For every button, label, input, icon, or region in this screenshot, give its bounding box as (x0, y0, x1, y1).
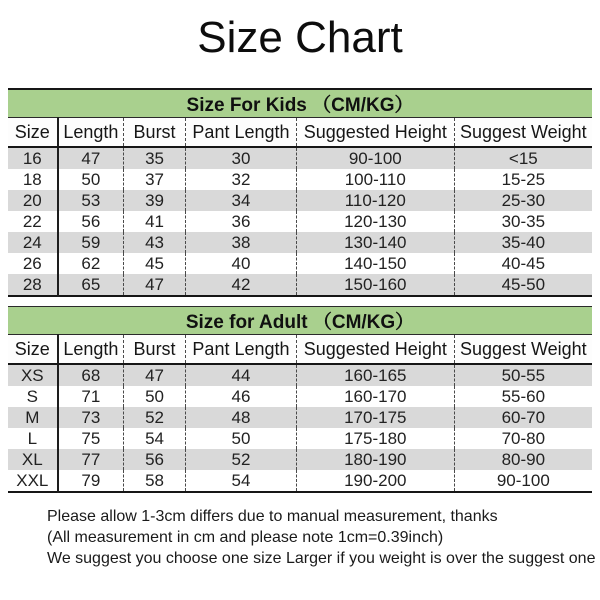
table-cell: 60-70 (501, 408, 546, 427)
table-cell: 65 (58, 274, 124, 296)
table-cell: 80-90 (501, 450, 546, 469)
table-cell: 35-40 (501, 233, 546, 252)
column-header-suggest-weight: Suggest Weight (454, 335, 592, 365)
table-cell: 150-160 (296, 274, 454, 296)
table-cell: 50 (186, 428, 297, 449)
table-cell: 59 (58, 232, 124, 253)
table-cell: 180-190 (296, 449, 454, 470)
table-cell: 54 (124, 428, 186, 449)
table-cell: 90-100 (296, 147, 454, 169)
table-row (8, 364, 592, 386)
table-row (8, 407, 592, 428)
column-header-suggested-height: Suggested Height (296, 335, 454, 365)
table-cell: 42 (186, 274, 297, 296)
kids-column-header-row (8, 118, 592, 148)
kids-table-body (8, 147, 592, 296)
measurement-notes (47, 506, 600, 569)
kids-table-banner: Size For Kids （CM/KG） (8, 89, 592, 118)
table-cell: 16 (8, 147, 58, 169)
table-cell: 38 (186, 232, 297, 253)
table-cell: 35 (124, 147, 186, 169)
adult-table-body (8, 364, 592, 492)
table-cell: 45 (124, 253, 186, 274)
table-cell: 26 (8, 253, 58, 274)
table-cell: 140-150 (296, 253, 454, 274)
table-cell: 73 (58, 407, 124, 428)
table-cell: 45-50 (501, 275, 546, 294)
table-cell: XS (8, 364, 58, 386)
table-cell: 41 (124, 211, 186, 232)
table-cell: XXL (8, 470, 58, 492)
table-cell: 43 (124, 232, 186, 253)
table-cell: 50 (124, 386, 186, 407)
table-cell: 68 (58, 364, 124, 386)
table-cell: 25-30 (501, 191, 546, 210)
column-header-pant-length: Pant Length (186, 118, 297, 148)
table-cell: 70-80 (501, 429, 546, 448)
table-cell: M (8, 407, 58, 428)
table-cell: L (8, 428, 58, 449)
table-cell: 48 (186, 407, 297, 428)
table-cell: 50 (58, 169, 124, 190)
table-cell: 52 (186, 449, 297, 470)
column-header-length: Length (58, 118, 124, 148)
table-cell: 47 (124, 364, 186, 386)
adult-table-banner: Size for Adult （CM/KG） (8, 307, 592, 335)
table-row (8, 232, 592, 253)
table-cell: 50-55 (501, 366, 546, 385)
table-row (8, 449, 592, 470)
note-line-2: (All measurement in cm and please note 1cm=0.39inch) (47, 529, 444, 546)
table-cell: 190-200 (296, 470, 454, 492)
table-row (8, 211, 592, 232)
table-cell: 18 (8, 169, 58, 190)
table-cell: 37 (124, 169, 186, 190)
table-row (8, 274, 592, 296)
table-cell: 52 (124, 407, 186, 428)
adult-table-banner-row (8, 307, 592, 335)
table-cell: 62 (58, 253, 124, 274)
table-cell: 30 (186, 147, 297, 169)
table-cell: 75 (58, 428, 124, 449)
table-cell: 47 (58, 147, 124, 169)
table-cell: 24 (8, 232, 58, 253)
table-cell: 160-170 (296, 386, 454, 407)
table-cell: 36 (186, 211, 297, 232)
table-cell: 54 (186, 470, 297, 492)
table-cell: 28 (8, 274, 58, 296)
column-header-size: Size (8, 118, 58, 148)
kids-table-head (8, 89, 592, 147)
table-cell: 77 (58, 449, 124, 470)
column-header-length: Length (58, 335, 124, 365)
table-cell: 30-35 (501, 212, 546, 231)
table-cell: 44 (186, 364, 297, 386)
table-cell: 20 (8, 190, 58, 211)
adult-size-table (8, 306, 592, 493)
table-row (8, 470, 592, 492)
table-cell: <15 (508, 149, 538, 168)
table-row (8, 147, 592, 169)
table-cell: 40 (186, 253, 297, 274)
table-cell: 79 (58, 470, 124, 492)
table-cell: 39 (124, 190, 186, 211)
table-cell: 40-45 (501, 254, 546, 273)
page-title: Size Chart (197, 13, 403, 62)
adult-column-header-row (8, 335, 592, 365)
table-cell: S (8, 386, 58, 407)
table-row (8, 428, 592, 449)
table-cell: XL (8, 449, 58, 470)
table-cell: 100-110 (296, 169, 454, 190)
table-row (8, 169, 592, 190)
column-header-suggested-height: Suggested Height (296, 118, 454, 148)
table-cell: 120-130 (296, 211, 454, 232)
column-header-size: Size (8, 335, 58, 365)
table-cell: 47 (124, 274, 186, 296)
table-cell: 53 (58, 190, 124, 211)
table-cell: 56 (58, 211, 124, 232)
table-cell: 34 (186, 190, 297, 211)
table-cell: 22 (8, 211, 58, 232)
table-cell: 71 (58, 386, 124, 407)
table-cell: 58 (124, 470, 186, 492)
adult-table-head (8, 307, 592, 365)
table-cell: 46 (186, 386, 297, 407)
column-header-burst: Burst (124, 335, 186, 365)
table-cell: 130-140 (296, 232, 454, 253)
table-cell: 90-100 (496, 471, 550, 490)
table-cell: 110-120 (296, 190, 454, 211)
column-header-suggest-weight: Suggest Weight (454, 118, 592, 148)
kids-size-table (8, 88, 592, 297)
column-header-pant-length: Pant Length (186, 335, 297, 365)
table-cell: 160-165 (296, 364, 454, 386)
table-cell: 55-60 (501, 387, 546, 406)
table-row (8, 386, 592, 407)
kids-table-banner-row (8, 89, 592, 118)
table-cell: 170-175 (296, 407, 454, 428)
table-row (8, 253, 592, 274)
table-cell: 175-180 (296, 428, 454, 449)
note-line-1: Please allow 1-3cm differs due to manual measurement, thanks (47, 508, 498, 525)
column-header-burst: Burst (124, 118, 186, 148)
table-cell: 32 (186, 169, 297, 190)
table-row (8, 190, 592, 211)
table-cell: 15-25 (501, 170, 546, 189)
note-line-3: We suggest you choose one size Larger if you weight is over the suggest one (47, 550, 596, 567)
table-cell: 56 (124, 449, 186, 470)
